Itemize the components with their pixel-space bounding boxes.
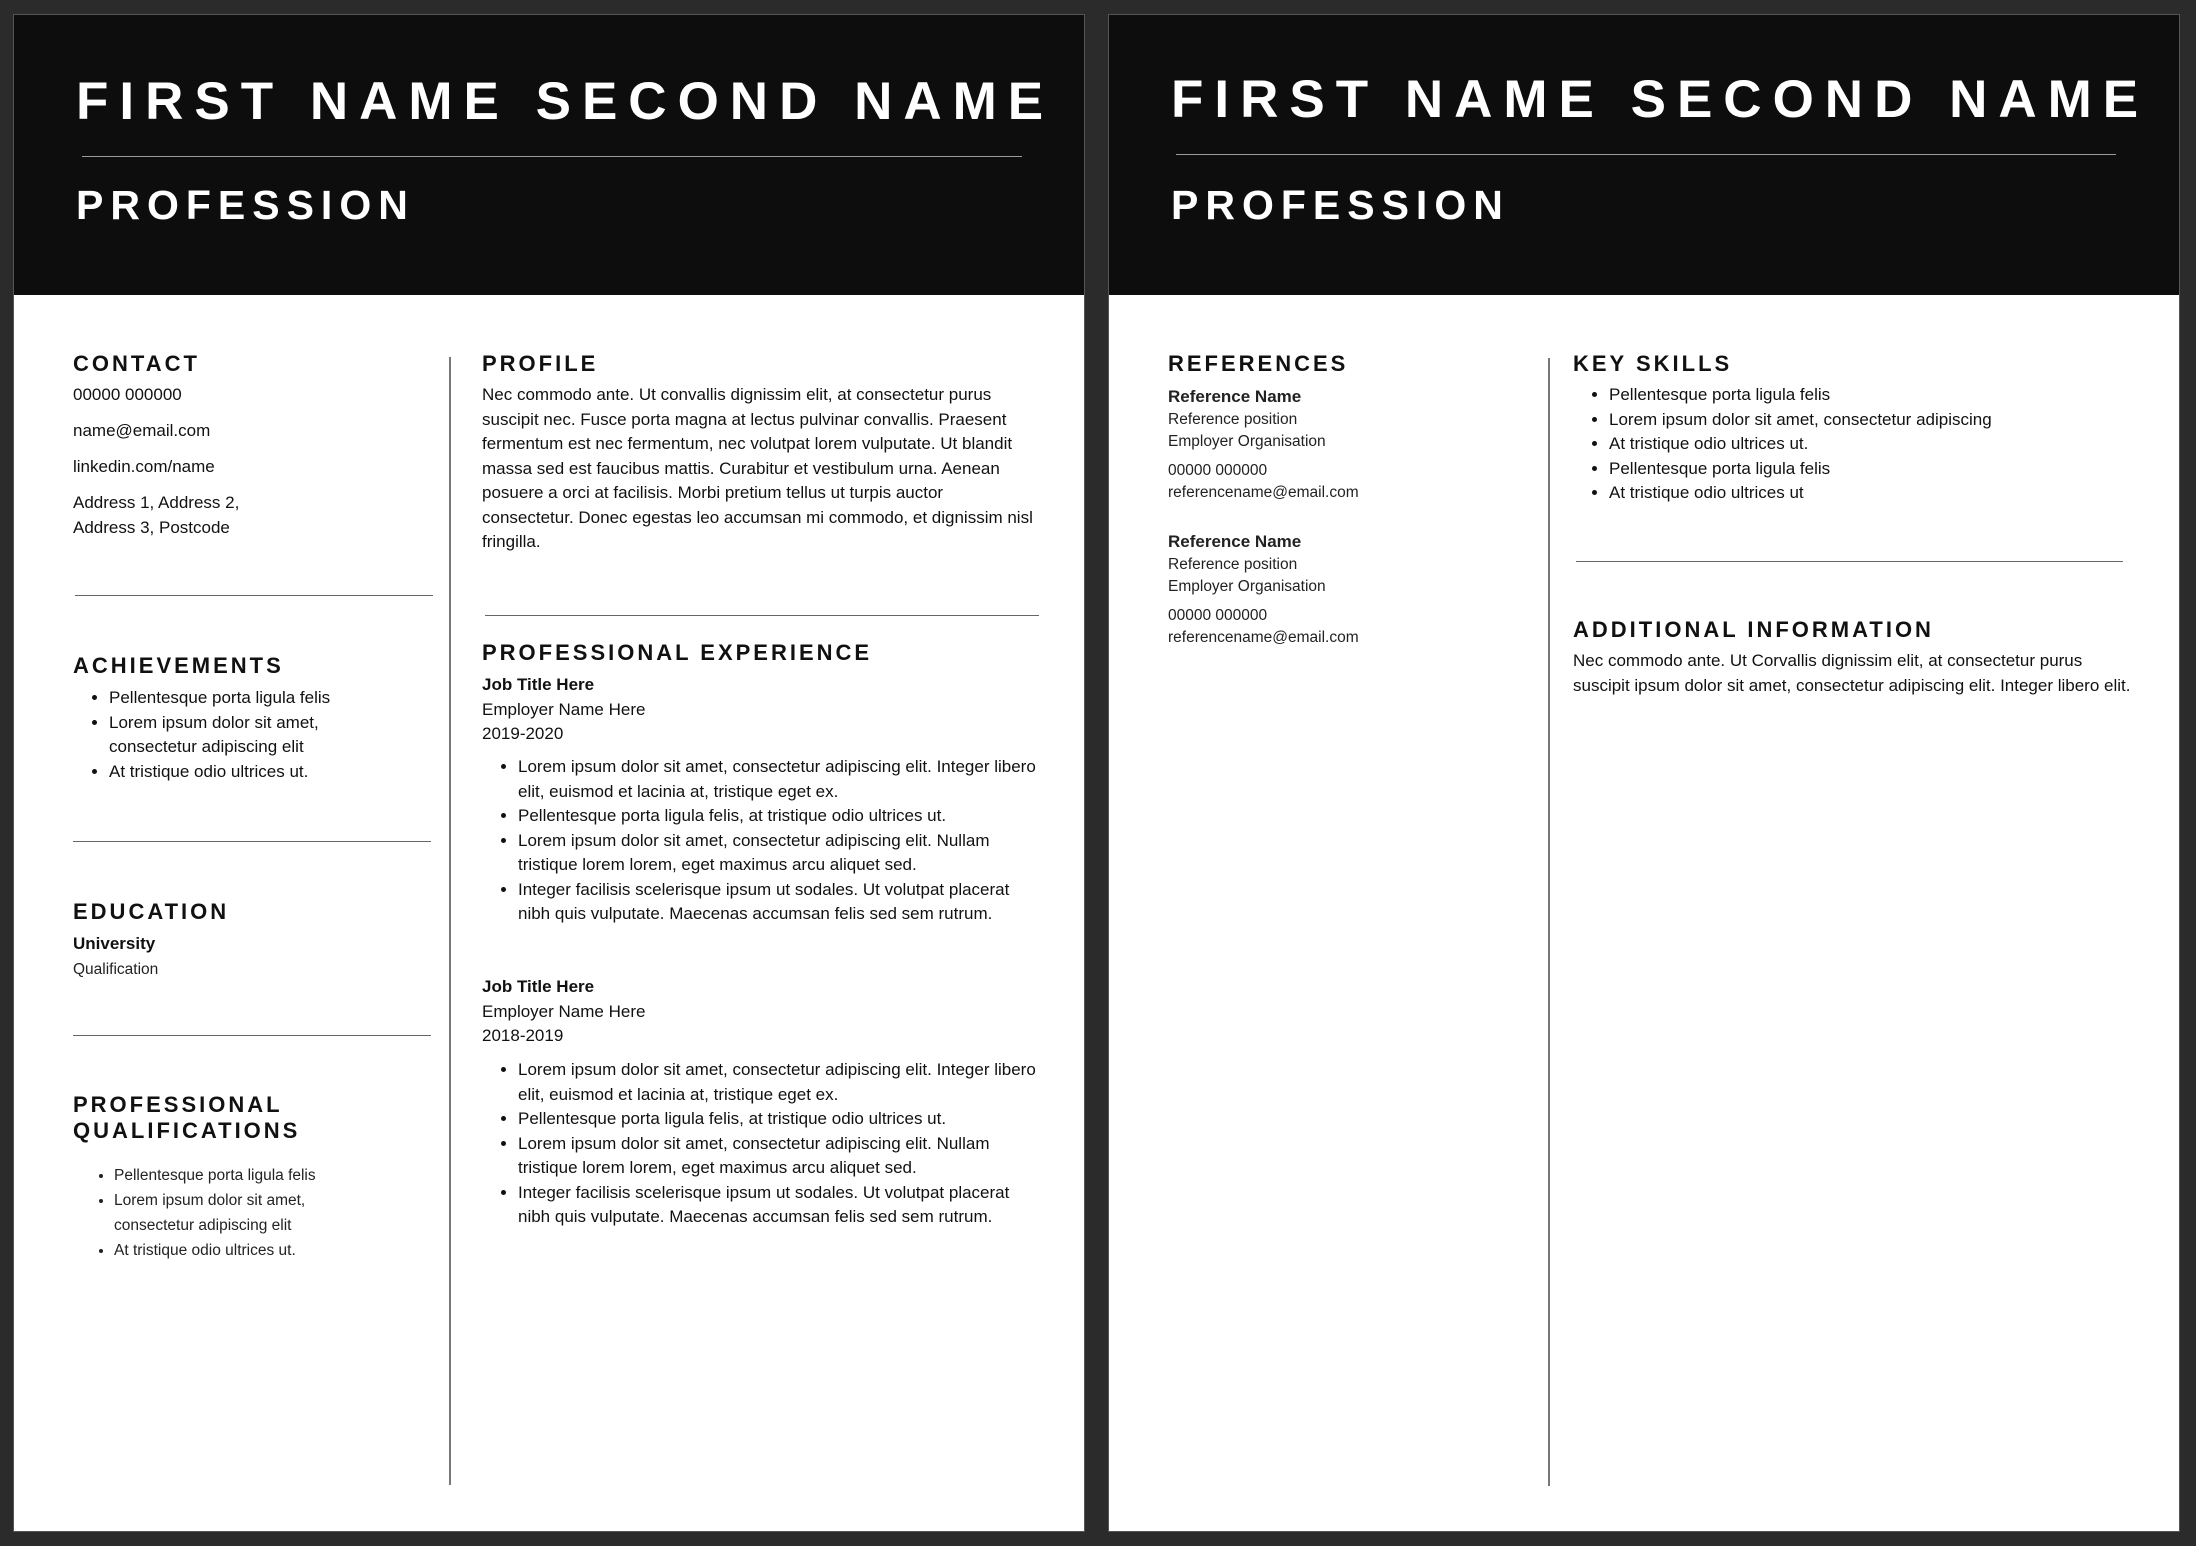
reference-organisation: Employer Organisation: [1168, 433, 1326, 450]
list-item: • At tristique odio ultrices ut: [1609, 481, 2169, 506]
job-dates: 2018-2019: [482, 1026, 564, 1045]
list-item: • At tristique odio ultrices ut.: [1609, 432, 2169, 457]
reference-organisation: Employer Organisation: [1168, 578, 1326, 595]
experience-heading: PROFESSIONAL EXPERIENCE: [482, 640, 873, 665]
qualifications-heading-line-1: PROFESSIONAL: [73, 1092, 283, 1117]
reference-name: Reference Name: [1168, 532, 1302, 551]
key-skills-heading: KEY SKILLS: [1573, 351, 1733, 376]
achievements-heading: ACHIEVEMENTS: [73, 653, 284, 678]
reference-phone: 00000 000000: [1168, 607, 1268, 624]
job-bullets-2: [482, 1058, 1046, 1230]
list-item: • Lorem ipsum dolor sit amet, consectetur adipiscing: [1609, 408, 2169, 433]
qualifications-heading-line-2: QUALIFICATIONS: [73, 1118, 301, 1143]
profession-title: PROFESSION: [1171, 182, 1510, 228]
list-item: • Pellentesque porta ligula felis: [114, 1163, 364, 1188]
divider-education: [73, 1035, 431, 1036]
list-item: • Integer facilisis scelerisque ipsum ut sodales. Ut volutpat placerat nibh quis vulputate. Maecenas accumsan felis sed sem rutrum.: [518, 1181, 1046, 1230]
contact-address: [73, 491, 239, 540]
additional-info-text: Nec commodo ante. Ut Corvallis dignissim elit, at consectetur purus suscipit ipsum dolor sit amet, consectetur adipiscing elit. Integer libero elit.: [1573, 651, 2131, 695]
job-title: Job Title Here: [482, 977, 595, 996]
resume-page-2: [1108, 14, 2180, 1532]
additional-info-heading: ADDITIONAL INFORMATION: [1573, 617, 1934, 642]
key-skills-list: [1573, 383, 2169, 506]
job-title: Job Title Here: [482, 675, 595, 694]
job-entry-1: [482, 673, 1042, 747]
list-item: • Lorem ipsum dolor sit amet, consectetur adipiscing elit. Nullam tristique lorem lorem, eget maximus arcu aliquet sed.: [518, 829, 1046, 878]
reference-email: referencename@email.com: [1168, 629, 1359, 646]
job-entry-2: [482, 975, 1042, 1049]
education-university: University: [73, 934, 156, 953]
list-item: • Lorem ipsum dolor sit amet, consectetur adipiscing elit. Integer libero elit, euismod et lacinia at, tristique eget ex.: [518, 755, 1046, 804]
list-item: • Lorem ipsum dolor sit amet, consectetur adipiscing elit: [109, 711, 379, 760]
list-item: • Pellentesque porta ligula felis: [109, 686, 379, 711]
list-item: • Pellentesque porta ligula felis, at tristique odio ultrices ut.: [518, 804, 1046, 829]
divider-contact: [75, 595, 433, 596]
reference-position: Reference position: [1168, 556, 1298, 573]
divider-achievements: [73, 841, 431, 842]
list-item: • Pellentesque porta ligula felis: [1609, 457, 2169, 482]
reference-email: referencename@email.com: [1168, 484, 1359, 501]
full-name: FIRST NAME SECOND NAME: [76, 72, 1055, 131]
full-name: FIRST NAME SECOND NAME: [1171, 70, 2150, 129]
job-bullets-1: [482, 755, 1046, 927]
header-divider: [82, 156, 1022, 157]
profile-heading: PROFILE: [482, 351, 599, 376]
contact-linkedin: linkedin.com/name: [73, 457, 215, 476]
job-employer: Employer Name Here: [482, 699, 646, 719]
divider-skills: [1576, 561, 2123, 562]
list-item: • Pellentesque porta ligula felis, at tristique odio ultrices ut.: [518, 1107, 1046, 1132]
contact-heading: CONTACT: [73, 351, 200, 376]
job-dates: 2019-2020: [482, 724, 564, 743]
references-heading: REFERENCES: [1168, 351, 1349, 376]
header-divider: [1176, 154, 2116, 155]
reference-position: Reference position: [1168, 411, 1298, 428]
page-header: [14, 15, 1084, 295]
address-line-1: Address 1, Address 2,: [73, 493, 240, 512]
column-divider: [1548, 358, 1550, 1486]
list-item: • Pellentesque porta ligula felis: [1609, 383, 2169, 408]
reference-entry-2: [1168, 530, 1528, 649]
address-line-2: Address 3, Postcode: [73, 517, 230, 537]
list-item: • Lorem ipsum dolor sit amet, consectetur adipiscing elit: [114, 1188, 364, 1238]
contact-email: name@email.com: [73, 421, 211, 440]
education-heading: EDUCATION: [73, 899, 230, 924]
column-divider: [449, 357, 451, 1485]
list-item: • At tristique odio ultrices ut.: [109, 760, 379, 785]
contact-phone: 00000 000000: [73, 385, 182, 404]
achievements-list: [73, 686, 379, 784]
reference-entry-1: [1168, 385, 1528, 504]
qualifications-list: [78, 1163, 364, 1263]
resume-page-1: [13, 14, 1085, 1532]
list-item: • Lorem ipsum dolor sit amet, consectetur adipiscing elit. Nullam tristique lorem lorem, eget maximus arcu aliquet sed.: [518, 1132, 1046, 1181]
list-item: • At tristique odio ultrices ut.: [114, 1238, 364, 1263]
list-item: • Lorem ipsum dolor sit amet, consectetur adipiscing elit. Integer libero elit, euismod et lacinia at, tristique eget ex.: [518, 1058, 1046, 1107]
education-qualification: Qualification: [73, 961, 159, 978]
qualifications-heading: [73, 1092, 300, 1144]
list-item: • Integer facilisis scelerisque ipsum ut sodales. Ut volutpat placerat nibh quis vulputate. Maecenas accumsan felis sed sem rutrum.: [518, 878, 1046, 927]
divider-profile: [485, 615, 1039, 616]
reference-phone: 00000 000000: [1168, 462, 1268, 479]
page-header: [1109, 15, 2179, 295]
job-employer: Employer Name Here: [482, 1001, 646, 1021]
profile-text: Nec commodo ante. Ut convallis dignissim elit, at consectetur purus suscipit nec. Fusce porta magna at lectus pulvinar convallis. Praesent fermentum est nec fermentum, nec volutpat lorem vulputate. Ut blandit massa sed est faucibus mattis. Curabitur et vestibulum urna. Aenean posuere a orci at facilisis. Morbi pretium tellus ut turpis auctor consectetur. Donec egestas leo accumsan mi commodo, et dignissim nisl fringilla.: [482, 385, 1033, 551]
reference-name: Reference Name: [1168, 387, 1302, 406]
profession-title: PROFESSION: [76, 182, 415, 228]
